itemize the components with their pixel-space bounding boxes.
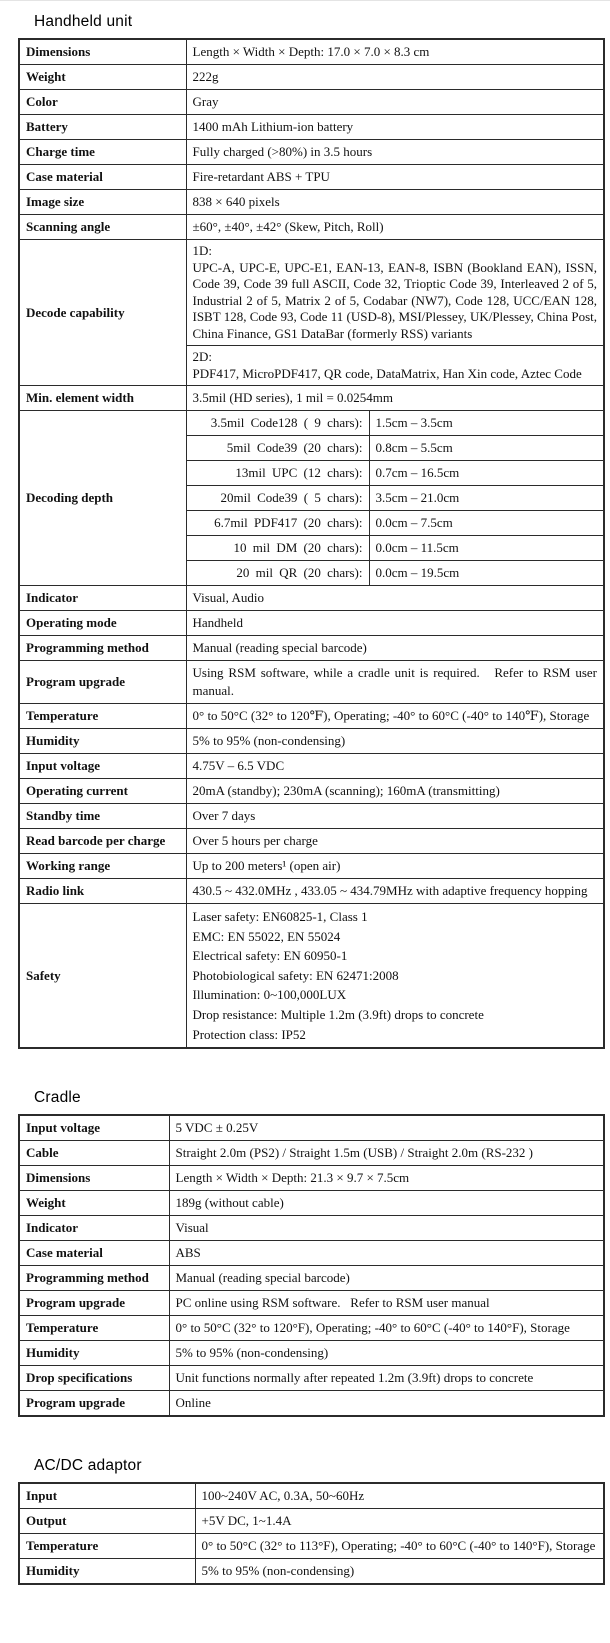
depth-condition: 5mil Code39 (20 chars): (186, 436, 369, 461)
spec-row (19, 1509, 604, 1534)
spec-label: Radio link (19, 879, 186, 904)
spec-label: Decoding depth (19, 411, 186, 586)
decoding-depth-row (19, 411, 604, 436)
spec-row (19, 215, 604, 240)
spec-label: Working range (19, 854, 186, 879)
spec-row (19, 1115, 604, 1141)
spec-value: Manual (reading special barcode) (186, 636, 604, 661)
spec-value: +5V DC, 1~1.4A (195, 1509, 604, 1534)
spec-row (19, 1166, 604, 1191)
spec-row (19, 1391, 604, 1417)
spec-label: Program upgrade (19, 1391, 169, 1417)
cradle-spec-table (18, 1114, 605, 1417)
safety-line: Illumination: 0~100,000LUX (192, 987, 347, 1003)
depth-condition: 20 mil QR (20 chars): (186, 561, 369, 586)
spec-row (19, 636, 604, 661)
spec-row (19, 39, 604, 65)
spec-label: Program upgrade (19, 1291, 169, 1316)
spec-value: 430.5 ~ 432.0MHz , 433.05 ~ 434.79MHz with adaptive frequency hopping (186, 879, 604, 904)
spec-value: Visual, Audio (186, 586, 604, 611)
spec-value: 5% to 95% (non-condensing) (195, 1559, 604, 1585)
spec-value: 0° to 50°C (32° to 113°F), Operating; -40° to 60°C (-40° to 140°F), Storage (195, 1534, 604, 1559)
section-cradle (18, 1089, 610, 1417)
spec-row (19, 65, 604, 90)
spec-value: Up to 200 meters¹ (open air) (186, 854, 604, 879)
decode-1d-list: UPC-A, UPC-E, UPC-E1, EAN-13, EAN-8, ISBN (Bookland EAN), ISSN, Code 39, Code 39 full ASCII, Code 32, Trioptic Code 39, Interleaved 2 of 5, Industrial 2 of 5, Matrix 2 of 5, Codabar (NW7), Code 128, UCC/EAN 128, ISBT 128, Code 93, Code 11 (USD-8), MSI/Plessey, UK/Plessey, China Post, China Finance, GS1 DataBar (formerly RSS) variants (192, 259, 597, 341)
spec-label: Temperature (19, 704, 186, 729)
spec-row (19, 90, 604, 115)
spec-label: Case material (19, 1241, 169, 1266)
spec-value: Using RSM software, while a cradle unit is required. Refer to RSM user manual. (186, 661, 604, 704)
spec-row (19, 804, 604, 829)
spec-row (19, 1366, 604, 1391)
spec-label: Cable (19, 1141, 169, 1166)
spec-row (19, 165, 604, 190)
section-title-cradle: Cradle (34, 1089, 81, 1107)
section-handheld (18, 13, 610, 1049)
spec-label: Programming method (19, 636, 186, 661)
spec-value: ±60°, ±40°, ±42° (Skew, Pitch, Roll) (186, 215, 604, 240)
spec-label: Input voltage (19, 754, 186, 779)
spec-value: 0° to 50°C (32° to 120°F), Operating; -40° to 60°C (-40° to 140°F), Storage (169, 1316, 604, 1341)
depth-condition: 10 mil DM (20 chars): (186, 536, 369, 561)
spec-label: Decode capability (19, 240, 186, 386)
spec-row (19, 1341, 604, 1366)
spec-value: Fully charged (>80%) in 3.5 hours (186, 140, 604, 165)
spec-label: Input (19, 1483, 195, 1509)
section-adaptor (18, 1457, 610, 1585)
spec-label: Humidity (19, 1559, 195, 1585)
spec-label: Case material (19, 165, 186, 190)
spec-value: Over 7 days (186, 804, 604, 829)
spec-row (19, 1559, 604, 1585)
spec-label: Battery (19, 115, 186, 140)
depth-range: 0.0cm – 19.5cm (369, 561, 604, 586)
spec-value: 4.75V – 6.5 VDC (186, 754, 604, 779)
spec-label: Color (19, 90, 186, 115)
spec-value: 0° to 50°C (32° to 120℉), Operating; -40° to 60°C (-40° to 140℉), Storage (186, 704, 604, 729)
spec-row (19, 779, 604, 804)
handheld-spec-table (18, 38, 605, 1049)
depth-condition: 20mil Code39 ( 5 chars): (186, 486, 369, 511)
spec-row (19, 1241, 604, 1266)
spec-value: Length × Width × Depth: 21.3 × 9.7 × 7.5cm (169, 1166, 604, 1191)
depth-condition: 13mil UPC (12 chars): (186, 461, 369, 486)
spec-value: ABS (169, 1241, 604, 1266)
spec-label: Weight (19, 1191, 169, 1216)
spec-label: Dimensions (19, 1166, 169, 1191)
spec-row (19, 611, 604, 636)
spec-value-decode-2d (186, 346, 604, 386)
spec-label: Humidity (19, 1341, 169, 1366)
spec-row (19, 1483, 604, 1509)
spec-row (19, 190, 604, 215)
spec-value: PC online using RSM software. Refer to RSM user manual (169, 1291, 604, 1316)
spec-value: 222g (186, 65, 604, 90)
spec-row (19, 140, 604, 165)
spec-row (19, 829, 604, 854)
spec-row (19, 1266, 604, 1291)
spec-value: Straight 2.0m (PS2) / Straight 1.5m (USB) / Straight 2.0m (RS-232 ) (169, 1141, 604, 1166)
safety-line: Electrical safety: EN 60950-1 (192, 948, 348, 964)
spec-label: Operating current (19, 779, 186, 804)
decode-2d-list: PDF417, MicroPDF417, QR code, DataMatrix, Han Xin code, Aztec Code (192, 365, 582, 381)
safety-line: EMC: EN 55022, EN 55024 (192, 928, 341, 944)
spec-value: Online (169, 1391, 604, 1417)
spec-row (19, 729, 604, 754)
spec-label: Indicator (19, 1216, 169, 1241)
depth-range: 3.5cm – 21.0cm (369, 486, 604, 511)
spec-row (19, 1316, 604, 1341)
spec-row (19, 1216, 604, 1241)
spec-label: Scanning angle (19, 215, 186, 240)
spec-label: Safety (19, 904, 186, 1049)
spec-label: Operating mode (19, 611, 186, 636)
spec-value: 5 VDC ± 0.25V (169, 1115, 604, 1141)
spec-label: Drop specifications (19, 1366, 169, 1391)
spec-value: Fire-retardant ABS + TPU (186, 165, 604, 190)
spec-value: 189g (without cable) (169, 1191, 604, 1216)
spec-row (19, 115, 604, 140)
section-title-handheld: Handheld unit (34, 13, 133, 30)
decode-2d-heading: 2D: (192, 349, 212, 364)
spec-value: 3.5mil (HD series), 1 mil = 0.0254mm (186, 386, 604, 411)
depth-range: 1.5cm – 3.5cm (369, 411, 604, 436)
spec-value: Handheld (186, 611, 604, 636)
spec-value: 1400 mAh Lithium-ion battery (186, 115, 604, 140)
spec-row (19, 1141, 604, 1166)
spec-value: 20mA (standby); 230mA (scanning); 160mA (transmitting) (186, 779, 604, 804)
spec-row (19, 586, 604, 611)
spec-row (19, 1291, 604, 1316)
spec-row (19, 386, 604, 411)
safety-line: Protection class: IP52 (192, 1026, 306, 1042)
spec-value: 5% to 95% (non-condensing) (186, 729, 604, 754)
spec-value-safety (186, 904, 604, 1049)
safety-line: Drop resistance: Multiple 1.2m (3.9ft) drops to concrete (192, 1006, 484, 1022)
spec-row (19, 854, 604, 879)
depth-condition: 3.5mil Code128 ( 9 chars): (186, 411, 369, 436)
spec-value-decode-1d (186, 240, 604, 346)
depth-range: 0.7cm – 16.5cm (369, 461, 604, 486)
section-title-adaptor: AC/DC adaptor (34, 1457, 142, 1475)
spec-row-decode-1d (19, 240, 604, 346)
spec-label: Program upgrade (19, 661, 186, 704)
spec-label: Programming method (19, 1266, 169, 1291)
spec-value: Gray (186, 90, 604, 115)
depth-condition: 6.7mil PDF417 (20 chars): (186, 511, 369, 536)
spec-row (19, 1191, 604, 1216)
spec-value: 100~240V AC, 0.3A, 50~60Hz (195, 1483, 604, 1509)
spec-label: Weight (19, 65, 186, 90)
spec-row (19, 879, 604, 904)
spec-label: Output (19, 1509, 195, 1534)
spec-label: Humidity (19, 729, 186, 754)
safety-line: Laser safety: EN60825-1, Class 1 (192, 909, 368, 924)
spec-row (19, 661, 604, 704)
spec-label: Indicator (19, 586, 186, 611)
spec-value: Over 5 hours per charge (186, 829, 604, 854)
depth-range: 0.8cm – 5.5cm (369, 436, 604, 461)
spec-row (19, 754, 604, 779)
spec-value: Manual (reading special barcode) (169, 1266, 604, 1291)
spec-row (19, 1534, 604, 1559)
spec-label: Image size (19, 190, 186, 215)
spec-label: Read barcode per charge (19, 829, 186, 854)
spec-label: Charge time (19, 140, 186, 165)
spec-label: Temperature (19, 1316, 169, 1341)
spec-value: Visual (169, 1216, 604, 1241)
spec-value: Length × Width × Depth: 17.0 × 7.0 × 8.3 cm (186, 39, 604, 65)
spec-row (19, 704, 604, 729)
spec-value: 5% to 95% (non-condensing) (169, 1341, 604, 1366)
spec-label: Input voltage (19, 1115, 169, 1141)
spec-label: Standby time (19, 804, 186, 829)
adaptor-spec-table (18, 1482, 605, 1585)
spec-row-safety (19, 904, 604, 1049)
depth-range: 0.0cm – 7.5cm (369, 511, 604, 536)
spec-label: Dimensions (19, 39, 186, 65)
spec-value: 838 × 640 pixels (186, 190, 604, 215)
spec-value: Unit functions normally after repeated 1.2m (3.9ft) drops to concrete (169, 1366, 604, 1391)
spec-label: Temperature (19, 1534, 195, 1559)
spec-label: Min. element width (19, 386, 186, 411)
depth-range: 0.0cm – 11.5cm (369, 536, 604, 561)
safety-line: Photobiological safety: EN 62471:2008 (192, 967, 399, 983)
decode-1d-heading: 1D: (192, 243, 212, 258)
